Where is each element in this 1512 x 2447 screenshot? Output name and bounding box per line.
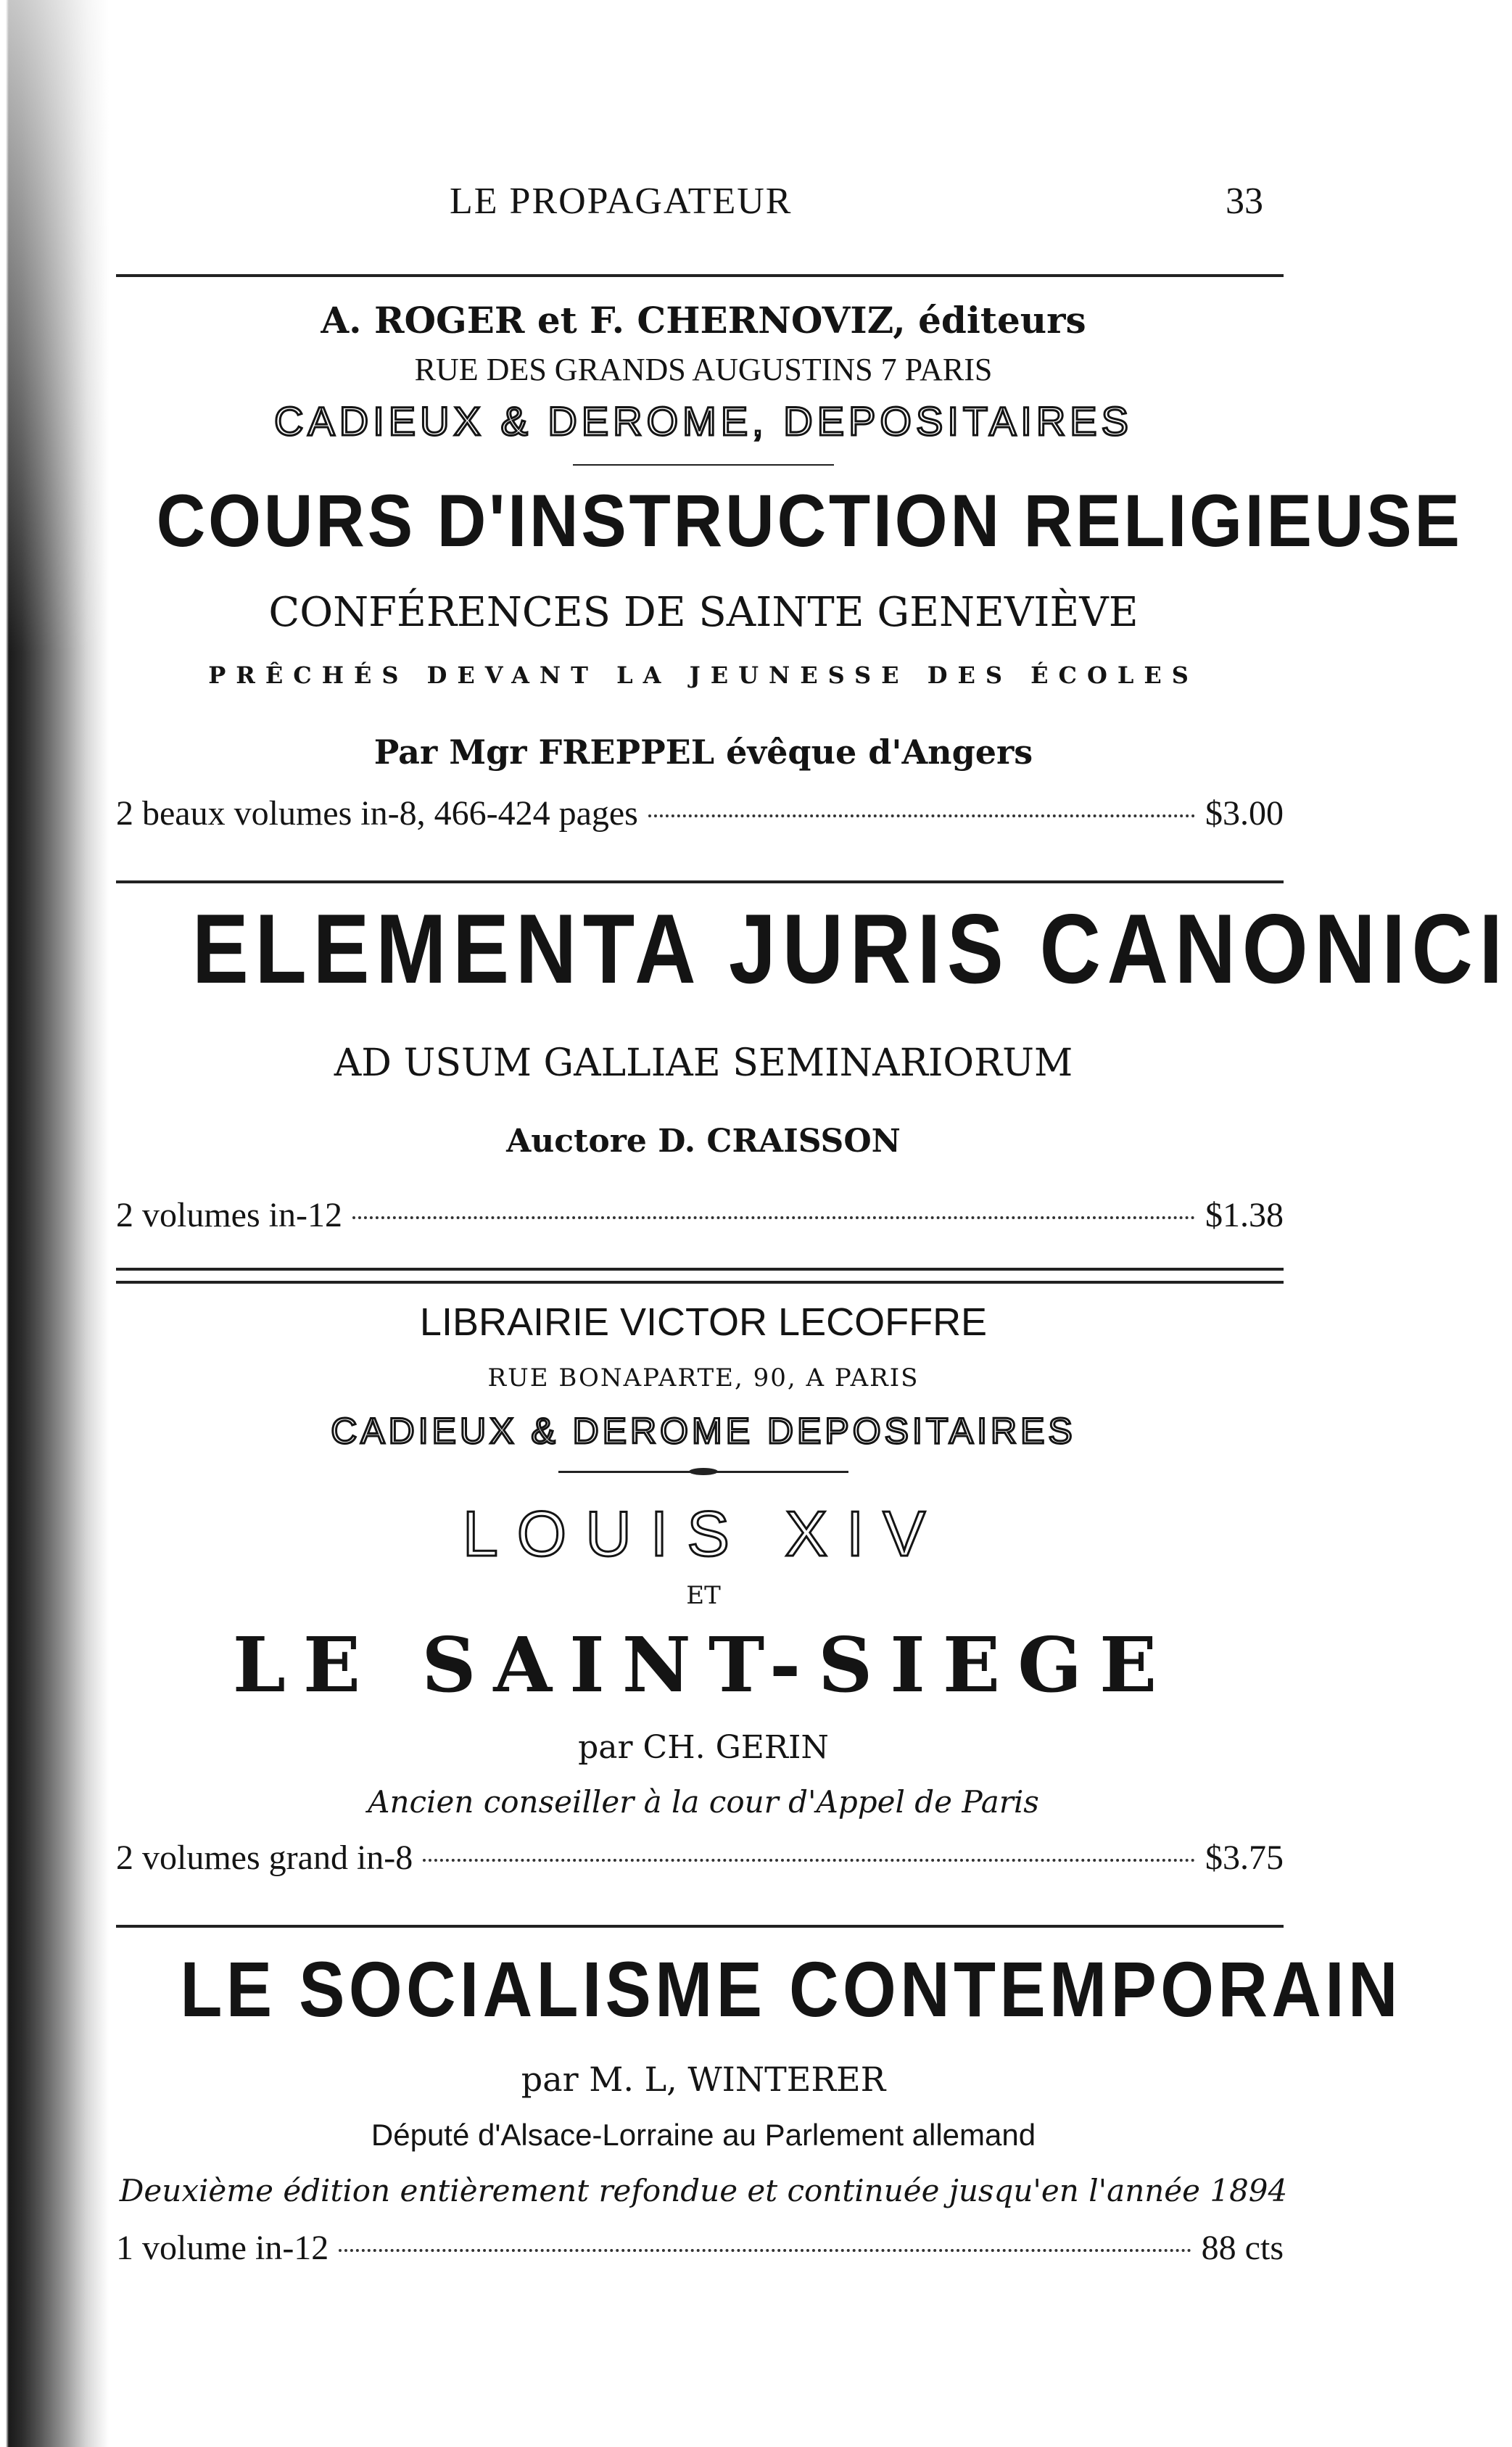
ad3-author: par CH. GERIN bbox=[578, 1729, 829, 1766]
ad4-format: 1 volume in-12 bbox=[116, 2229, 329, 2267]
ad3-price-line bbox=[116, 1838, 1284, 1878]
ad1-subtitle: CONFÉRENCES DE SAINTE GENEVIÈVE bbox=[268, 589, 1139, 636]
ad2-format: 2 volumes in-12 bbox=[116, 1196, 342, 1234]
ad3-title-et: ET bbox=[686, 1581, 721, 1610]
ad1-tagline: PRÊCHÉS DEVANT LA JEUNESSE DES ÉCOLES bbox=[208, 661, 1199, 689]
ad3-depositaires: CADIEUX & DEROME DEPOSITAIRES bbox=[331, 1411, 1076, 1451]
running-header-title: LE PROPAGATEUR bbox=[450, 181, 793, 222]
leader-dots bbox=[352, 1216, 1195, 1219]
ad3-author-desc: Ancien conseiller à la cour d'Appel de Paris bbox=[368, 1784, 1039, 1820]
header-rule bbox=[116, 274, 1284, 277]
ad3-address: RUE BONAPARTE, 90, A PARIS bbox=[487, 1363, 920, 1392]
ad4-price-line bbox=[116, 2228, 1284, 2268]
ad4-title: LE SOCIALISME CONTEMPORAIN bbox=[180, 1945, 1402, 2033]
ad4-edition: Deuxième édition entièrement refondue et continuée jusqu'en l'année 1894 bbox=[119, 2173, 1288, 2208]
page bbox=[109, 0, 1509, 2447]
ad3-format: 2 volumes grand in-8 bbox=[116, 1839, 413, 1877]
ad2-subtitle: AD USUM GALLIAE SEMINARIORUM bbox=[334, 1041, 1073, 1085]
ad1-depositaires: CADIEUX & DEROME, DEPOSITAIRES bbox=[273, 398, 1133, 444]
ad2-double-rule bbox=[116, 1268, 1284, 1284]
ad2-author: Auctore D. CRAISSON bbox=[506, 1123, 901, 1160]
ad1-title: COURS D'INSTRUCTION RELIGIEUSE bbox=[156, 479, 1463, 562]
ad3-bottom-rule bbox=[116, 1925, 1284, 1928]
ad1-address: RUE DES GRANDS AUGUSTINS 7 PARIS bbox=[414, 352, 993, 387]
spine-fade bbox=[0, 0, 109, 653]
ad3-title-line2: LE SAINT-SIEGE bbox=[232, 1620, 1175, 1709]
ad4-author-desc: Député d'Alsace-Lorraine au Parlement allemand bbox=[371, 2118, 1036, 2152]
ad4-price: 88 cts bbox=[1201, 2229, 1284, 2267]
leader-dots bbox=[648, 814, 1195, 817]
ad2-price-line bbox=[116, 1195, 1284, 1235]
ad2-title: ELEMENTA JURIS CANONICI bbox=[191, 894, 1509, 1004]
ad1-price: $3.00 bbox=[1205, 794, 1284, 833]
leader-dots bbox=[339, 2249, 1191, 2252]
ad1-author: Par Mgr FREPPEL évêque d'Angers bbox=[373, 733, 1033, 772]
ad1-format: 2 beaux volumes in-8, 466-424 pages bbox=[116, 794, 638, 833]
ad1-bottom-rule bbox=[116, 880, 1284, 883]
leader-dots bbox=[423, 1859, 1195, 1862]
page-number: 33 bbox=[1226, 181, 1263, 222]
ad3-title-line1: LOUIS XIV bbox=[462, 1498, 945, 1569]
ad3-price: $3.75 bbox=[1205, 1839, 1284, 1877]
ad1-ornament-rule bbox=[573, 464, 834, 466]
ad1-publishers: A. ROGER et F. CHERNOVIZ, éditeurs bbox=[321, 299, 1086, 342]
ad4-author: par M. L, WINTERER bbox=[521, 2060, 886, 2099]
ad1-price-line bbox=[116, 793, 1284, 833]
ad2-price: $1.38 bbox=[1205, 1196, 1284, 1234]
ad3-ornament bbox=[558, 1468, 848, 1475]
ad3-publisher: LIBRAIRIE VICTOR LECOFFRE bbox=[419, 1300, 988, 1344]
